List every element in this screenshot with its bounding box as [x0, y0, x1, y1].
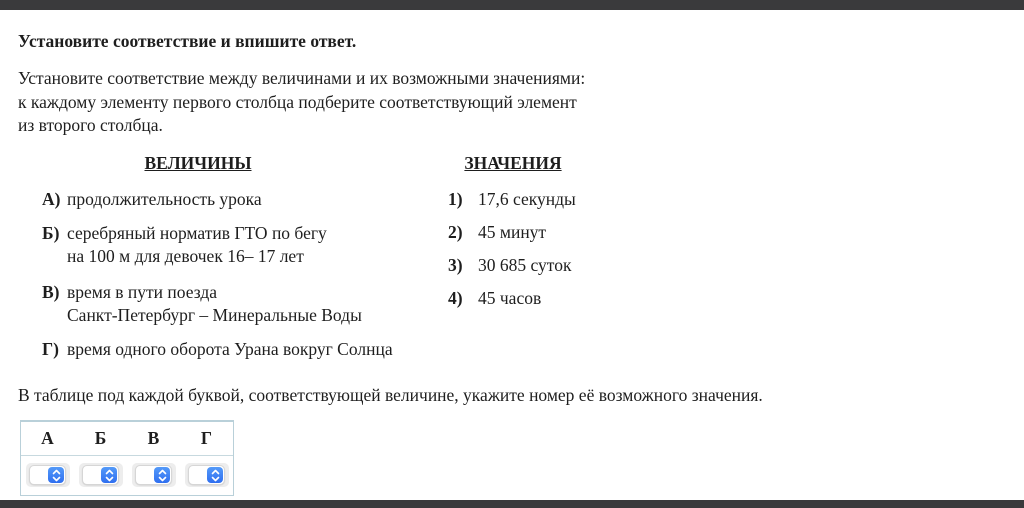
value-item-a [18, 188, 378, 211]
value-item-v [18, 281, 378, 327]
answer-col-a: А [41, 427, 54, 448]
intro-line: Установите соответствие между величинами и их возможными значениями: [18, 68, 586, 88]
answer-select-a[interactable] [26, 463, 70, 487]
intro-line: к каждому элементу первого столбца подберите соответствующий элемент [18, 91, 577, 112]
item-number: 1) [448, 188, 463, 209]
answer-col-v: В [147, 427, 160, 448]
meaning-item-1 [448, 188, 588, 211]
top-border-bar [0, 0, 1024, 10]
answer-select-g[interactable] [185, 463, 229, 487]
answer-instruction: В таблице под каждой буквой, соответствующей величине, укажите номер её возможного значения. [18, 384, 763, 405]
column-values [18, 152, 393, 372]
item-letter: А) [42, 188, 61, 209]
answer-table [20, 420, 234, 496]
item-number: 4) [448, 287, 463, 308]
item-letter: Г) [42, 338, 59, 359]
meaning-item-3 [448, 254, 588, 277]
item-number: 2) [448, 221, 463, 242]
item-number: 3) [448, 254, 463, 275]
answer-col-b: Б [94, 427, 107, 448]
answer-select-b[interactable] [79, 463, 123, 487]
meaning-item-2 [448, 221, 588, 244]
item-text: серебряный норматив ГТО по бегу [67, 222, 327, 243]
answer-col-g: Г [200, 427, 213, 448]
select-stepper-icon [154, 467, 170, 483]
answer-cell-g [180, 456, 233, 495]
item-value: 17,6 секунды [478, 188, 576, 209]
item-text: время одного оборота Урана вокруг Солнца [67, 338, 393, 359]
task-intro [18, 67, 1006, 138]
answer-cell-b [74, 456, 127, 495]
item-text: на 100 м для девочек 16– 17 лет [67, 245, 304, 266]
answer-cell-a [21, 456, 74, 495]
value-item-g [18, 338, 393, 361]
item-value: 45 часов [478, 287, 542, 308]
meaning-item-4 [448, 287, 588, 310]
answer-table-selects [21, 456, 233, 495]
select-stepper-icon [207, 467, 223, 483]
select-stepper-icon [48, 467, 64, 483]
exercise-page [0, 30, 1024, 496]
value-item-b [18, 222, 378, 268]
item-text: Санкт-Петербург – Минеральные Воды [67, 304, 362, 325]
page-title: Установите соответствие и впишите ответ. [18, 31, 357, 51]
item-text: продолжительность урока [67, 188, 262, 209]
intro-line: из второго столбца. [18, 115, 163, 135]
meanings-column-header: ЗНАЧЕНИЯ [464, 152, 562, 173]
bottom-border-bar [0, 500, 1024, 508]
matching-columns [18, 152, 1006, 372]
answer-cell-v [127, 456, 180, 495]
item-letter: В) [42, 281, 60, 302]
answer-table-header [21, 422, 233, 456]
item-value: 45 минут [478, 221, 547, 242]
select-stepper-icon [101, 467, 117, 483]
answer-select-v[interactable] [132, 463, 176, 487]
values-column-header: ВЕЛИЧИНЫ [144, 152, 252, 173]
item-letter: Б) [42, 222, 60, 243]
column-meanings [448, 152, 588, 372]
item-text: время в пути поезда [67, 281, 217, 302]
item-value: 30 685 суток [478, 254, 572, 275]
